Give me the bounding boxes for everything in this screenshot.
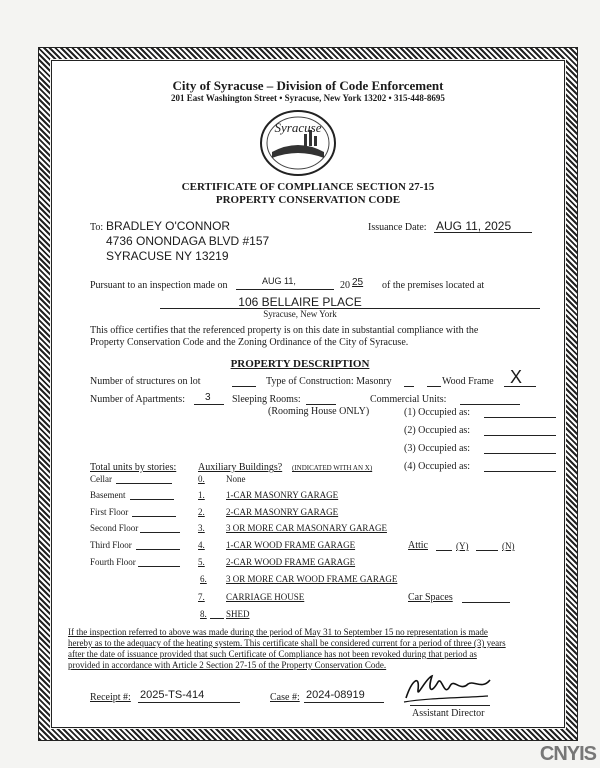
issuance-date: AUG 11, 2025 <box>436 219 512 233</box>
story-line <box>132 516 176 517</box>
occupied-1: (1) Occupied as: <box>404 407 471 418</box>
attic-no: (N) <box>502 541 515 551</box>
aux-item-4: 1-CAR WOOD FRAME GARAGE <box>226 540 356 550</box>
watermark-logo: CNYIS <box>539 743 596 765</box>
receipt-label: Receipt #: <box>90 692 131 703</box>
receipt-number: 2025-TS-414 <box>140 689 205 701</box>
aux-num-5: 5. <box>198 557 205 567</box>
story-second-floor: Second Floor <box>90 523 139 533</box>
inspection-year: 25 <box>352 277 364 288</box>
car-spaces-label: Car Spaces <box>408 592 453 603</box>
story-third-floor: Third Floor <box>90 540 132 550</box>
apartments-label: Number of Apartments: <box>90 394 185 405</box>
aux-item-1: 1-CAR MASONRY GARAGE <box>226 490 339 500</box>
premises-address: 106 BELLAIRE PLACE <box>238 295 362 309</box>
story-line <box>116 483 172 484</box>
seal-text: Syracuse <box>274 120 322 135</box>
occupied-2-line <box>484 435 556 436</box>
wood-mark-line <box>504 386 536 387</box>
notice-line-1: If the inspection referred to above was made during the period of May 31 to September 15 no representation is made <box>68 627 488 637</box>
story-line <box>138 566 180 567</box>
structures-label: Number of structures on lot <box>90 376 201 387</box>
office-address: 201 East Washington Street • Syracuse, New York 13202 • 315-448-8695 <box>171 93 445 103</box>
premises-city: Syracuse, New York <box>263 309 337 319</box>
notice-line-2: hereby as to the adequacy of the heating system. This certificate shall be considered current for a period of three (3) years <box>68 638 506 648</box>
aux-num-7: 7. <box>198 592 205 602</box>
notice-line-4: provided in accordance with Article 2 Section 27-15 of the Property Conservation Code. <box>68 660 387 670</box>
aux-item-3: 3 OR MORE CAR MASONARY GARAGE <box>226 523 387 533</box>
assistant-director: Assistant Director <box>412 708 485 719</box>
stories-heading: Total units by stories: <box>90 462 177 473</box>
case-line <box>304 702 384 703</box>
attic-line <box>436 550 452 551</box>
year-prefix: 20 <box>340 280 350 291</box>
sleeping-label: Sleeping Rooms: <box>232 394 301 405</box>
occupied-4: (4) Occupied as: <box>404 461 471 472</box>
to-label: To: <box>90 222 104 233</box>
inspection-text: Pursuant to an inspection made on <box>90 280 228 291</box>
aux-item-6: 3 OR MORE CAR WOOD FRAME GARAGE <box>226 574 398 584</box>
aux-num-0: 0. <box>198 474 205 484</box>
aux-num-3: 3. <box>198 523 205 533</box>
aux-heading-note: (INDICATED WITH AN X) <box>292 464 373 472</box>
apartments-line <box>194 404 224 405</box>
issuance-line <box>434 232 532 233</box>
car-spaces-line <box>462 602 510 603</box>
property-heading: PROPERTY DESCRIPTION <box>230 358 370 370</box>
story-line <box>130 499 174 500</box>
aux-item-7: CARRIAGE HOUSE <box>226 592 305 602</box>
story-first-floor: First Floor <box>90 507 129 517</box>
aux-item-8: SHED <box>226 609 250 619</box>
attic-yes: (Y) <box>456 541 469 551</box>
structures-line <box>232 386 256 387</box>
commercial-line <box>460 404 520 405</box>
aux-num-6: 6. <box>200 574 207 584</box>
recipient-city: SYRACUSE NY 13219 <box>106 249 229 263</box>
notice-line-3: after the date of issuance provided that such Certificate of Compliance has not been revoked during that period as <box>68 649 477 659</box>
aux-item-none: None <box>226 474 246 484</box>
occupied-1-line <box>484 417 556 418</box>
certifies-line-1: This office certifies that the referenced property is on this date in substantial compliance with the <box>90 325 479 336</box>
story-fourth-floor: Fourth Floor <box>90 557 136 567</box>
aux-item-2: 2-CAR MASONRY GARAGE <box>226 507 339 517</box>
aux-num-1: 1. <box>198 490 205 500</box>
aux-num-4: 4. <box>198 540 205 550</box>
issuance-label: Issuance Date: <box>368 222 427 233</box>
story-basement: Basement <box>90 490 126 500</box>
story-cellar: Cellar <box>90 474 112 484</box>
wood-frame-mark: X <box>510 367 523 387</box>
story-line <box>140 532 180 533</box>
certificate-subtitle: PROPERTY CONSERVATION CODE <box>215 194 401 206</box>
premises-text: of the premises located at <box>382 280 485 291</box>
occupied-3-line <box>484 453 556 454</box>
receipt-line <box>138 702 240 703</box>
wood-frame-label: Wood Frame <box>442 376 494 387</box>
recipient-street: 4736 ONONDAGA BLVD #157 <box>106 234 270 248</box>
office-title: City of Syracuse – Division of Code Enforcement <box>172 78 444 93</box>
shed-line <box>210 618 224 619</box>
aux-item-5: 2-CAR WOOD FRAME GARAGE <box>226 557 356 567</box>
occupied-4-line <box>484 471 556 472</box>
aux-num-8: 8. <box>200 609 207 619</box>
attic-line <box>476 550 498 551</box>
signature-icon <box>398 668 498 708</box>
attic-label: Attic <box>408 540 428 551</box>
apartments-value: 3 <box>205 392 211 403</box>
inspection-date-line <box>236 289 334 290</box>
certificate-title: CERTIFICATE OF COMPLIANCE SECTION 27-15 <box>181 181 435 193</box>
occupied-2: (2) Occupied as: <box>404 425 471 436</box>
aux-heading: Auxiliary Buildings? <box>198 462 283 473</box>
inspection-date: AUG 11, <box>262 276 296 286</box>
case-label: Case #: <box>270 692 300 703</box>
rooming-label: (Rooming House ONLY) <box>268 406 370 417</box>
certifies-line-2: Property Conservation Code and the Zoning Ordinance of the City of Syracuse. <box>90 337 409 348</box>
commercial-label: Commercial Units: <box>370 394 447 405</box>
signature-line <box>410 705 490 706</box>
recipient-name: BRADLEY O'CONNOR <box>106 219 231 233</box>
masonry-line <box>404 386 414 387</box>
case-number: 2024-08919 <box>306 689 365 701</box>
construction-label: Type of Construction: Masonry <box>266 376 392 387</box>
city-seal-icon <box>258 108 338 178</box>
story-line <box>136 549 180 550</box>
occupied-3: (3) Occupied as: <box>404 443 471 454</box>
aux-num-2: 2. <box>198 507 205 517</box>
sleeping-line <box>306 404 336 405</box>
wood-line <box>427 386 441 387</box>
